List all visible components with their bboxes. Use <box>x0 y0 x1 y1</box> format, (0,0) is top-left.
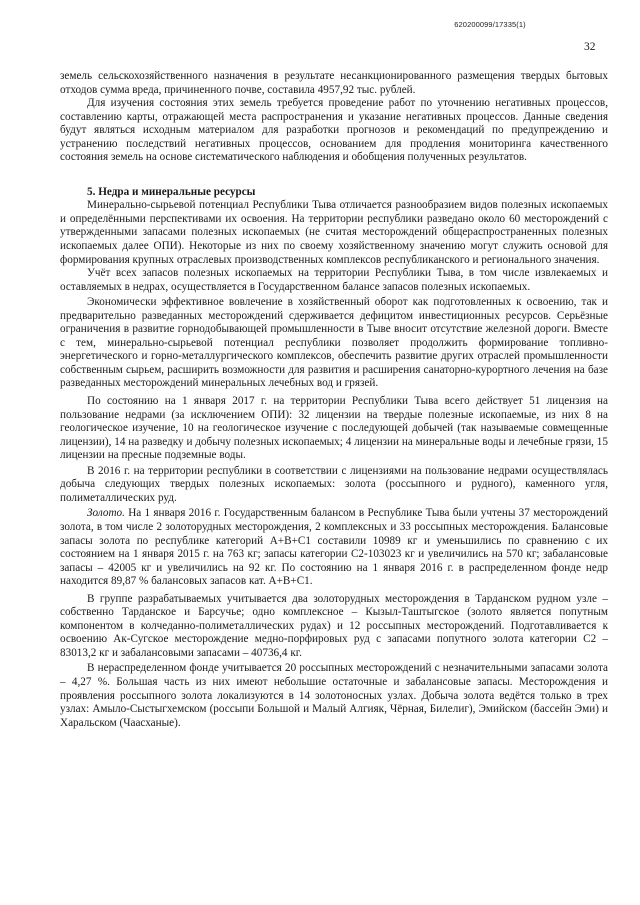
page-number: 32 <box>584 41 596 53</box>
paragraph-undistributed-fund: В нераспределенном фонде учитывается 20 россыпных месторождений с незначительными запасами золота – 4,27 %. Большая часть из них имеют небольшие остаточные и забалансовые запасы. Месторождения и проявления россыпного золота локализуются в 14 золотоносных узлах. Добыча золота ведётся только в трех узлах: Амыло-Сыстыгхемском (россыпи Большой и Малый Алгияк, Чёрная, Билелиг), Эмийском (бассейн Эми) и Харальском (Чаасханые). <box>60 662 608 729</box>
paragraph-gold <box>60 507 608 588</box>
gold-label: Золото. <box>87 507 125 520</box>
gold-text: На 1 января 2016 г. Государственным балансом в Республике Тыва были учтены 37 месторождений золота, в том числе 2 золоторудных месторождения, 2 комплексных и 33 россыпных месторождения. Балансовые запасы золота по республике категорий А+В+С1 составили 10989 кг и уменьшились по сравнению с их состоянием на 1 января 2015 г. на 763 кг; запасы категории С2-103023 кг и увеличились на 570 кг; забалансовые запасы – 42005 кг и увеличились на 92 кг. По состоянию на 1 января 2016 г. в распределенном фонде недр находится 89,87 % балансовых запасов кат. А+В+С1. <box>60 507 608 588</box>
paragraph-land-study: Для изучения состояния этих земель требуется проведение работ по уточнению негативных процессов, составлению карты, отражающей места распространения и указание негативных процессов. Данные сведения будут являться исходным материалом для разработки прогнозов и рекомендаций по предупреждению и устранению последствий негативных процессов, основанием для продления мониторинга качественного состояния земель на основе систематического наблюдения и обобщения полученных результатов. <box>60 97 608 164</box>
paragraph-extraction-2016: В 2016 г. на территории республики в соответствии с лицензиями на пользование недрами осуществлялась добыча следующих твердых полезных ископаемых: золота (россыпного и рудного), каменного угля, полиметаллических руд. <box>60 464 608 504</box>
paragraph-developed-deposits: В группе разрабатываемых учитывается два золоторудных месторождения в Тарданском рудном узле – собственно Тарданское и Барсучье; одно комплексное – Кызыл-Таштыгское (золото является попутным компонентом в колчеданно-полиметаллических рудах) и 12 россыпных месторождений. Подготавливается к освоению Ак-Сугское месторождение медно-порфировых руд с запасами попутного золота категории С2 – 83013,2 кг и забалансовыми запасами – 40736,4 кг. <box>60 592 608 659</box>
paragraph-continuation: земель сельскохозяйственного назначения в результате несанкционированного размещения твердых бытовых отходов сумма вреда, причиненного почве, составила 4957,92 тыс. рублей. <box>60 70 608 96</box>
page-body <box>60 70 608 730</box>
document-id: 620200099/17335(1) <box>454 20 526 29</box>
paragraph-economic-involvement: Экономически эффективное вовлечение в хозяйственный оборот как подготовленных к освоению, так и предварительно разведанных месторождений сдерживается дефицитом инвестиционных ресурсов. Серьёзные ограничения в развитие горнодобывающей промышленности в Тыве вносит отсутствие железной дороги. Вместе с тем, минерально-сырьевой потенциал республики позволяет продолжить формирование топливно-энергетического и горно-металлургического комплексов, обеспечить развитие других отраслей промышленности собственным сырьем, расширить возможности для развития и расширения санаторно-курортного лечения на базе разведанных месторождений минеральных лечебных вод и грязей. <box>60 296 608 390</box>
section-heading: 5. Недра и минеральные ресурсы <box>87 185 256 198</box>
paragraph-mineral-potential: Минерально-сырьевой потенциал Республики Тыва отличается разнообразием видов полезных ископаемых и определёнными перспективами их освоения. На территории республики разведано около 60 месторождений с утвержденными запасами полезных ископаемых (не считая месторождений общераспространенных полезных ископаемых далее ОПИ). Некоторые из них по своему хозяйственному значению могут служить основой для формирования крупных отраслевых производственных комплексов республиканского и регионального значения. <box>60 199 608 266</box>
paragraph-licenses: По состоянию на 1 января 2017 г. на территории Республики Тыва всего действует 51 лицензия на пользование недрами (за исключением ОПИ): 32 лицензии на твердые полезные ископаемые, из них 8 на геологическое изучение, 10 на геологическое изучение с последующей добычей (так называемые совмещенные лицензии), 14 на разведку и добычу полезных ископаемых; 4 лицензии на минеральные воды и лечебные грязи, 15 лицензии на пресные подземные воды. <box>60 395 608 462</box>
paragraph-reserves-accounting: Учёт всех запасов полезных ископаемых на территории Республики Тыва, в том числе извлекаемых и оставляемых в недрах, осуществляется в Государственном балансе запасов полезных ископаемых. <box>60 267 608 293</box>
